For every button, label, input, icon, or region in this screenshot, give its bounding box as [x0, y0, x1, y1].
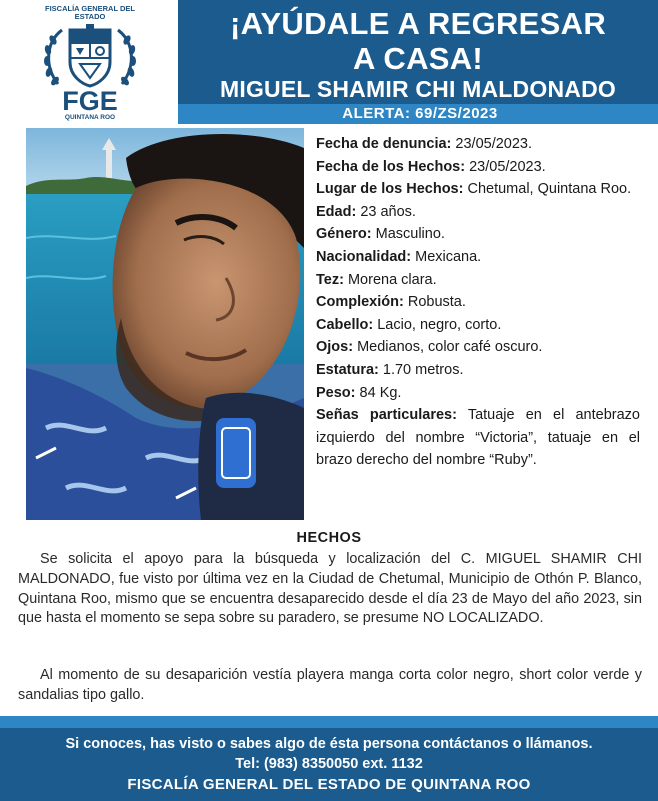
footer-institution: FISCALÍA GENERAL DEL ESTADO DE QUINTANA ROO — [127, 776, 531, 793]
detail-label: Cabello: — [316, 316, 374, 333]
detail-fecha-denuncia — [316, 133, 640, 156]
detail-label: Tez: — [316, 271, 344, 288]
detail-estatura — [316, 359, 640, 382]
detail-peso — [316, 382, 640, 405]
detail-label: Lugar de los Hechos: — [316, 181, 464, 198]
detail-nacionalidad — [316, 246, 640, 269]
details-panel — [316, 133, 640, 472]
logo-state: QUINTANA ROO — [64, 114, 116, 121]
detail-label: Fecha de denuncia: — [316, 136, 452, 152]
detail-value: Lacio, negro, corto. — [377, 316, 502, 333]
headline — [178, 6, 658, 76]
detail-complexion — [316, 291, 640, 314]
footer — [0, 728, 658, 801]
state-coat-of-arms-icon — [40, 22, 140, 92]
detail-ojos — [316, 336, 640, 359]
headline-line-2: A CASA! — [352, 41, 484, 76]
detail-label: Estatura: — [316, 361, 379, 378]
detail-edad — [316, 201, 640, 224]
detail-value: 23 años. — [360, 203, 416, 220]
detail-label: Complexión: — [316, 294, 404, 311]
headline-line-1: ¡AYÚDALE A REGRESAR — [229, 6, 607, 41]
detail-tez — [316, 269, 640, 292]
detail-label: Peso: — [316, 384, 356, 401]
detail-value: Medianos, color café oscuro. — [357, 339, 543, 356]
detail-cabello — [316, 314, 640, 337]
detail-value: 23/05/2023. — [469, 158, 546, 175]
hechos-paragraph-1: Se solicita el apoyo para la búsqueda y localización del C. MIGUEL SHAMIR CHI MALDONADO, fue visto por última vez en la Ciudad de Chetumal, Municipio de Othón P. Blanco, Quintana Roo, mismo que se encuentra desaparecido desde el día 23 de Mayo del año 2023, sin que hasta el momento se sepa sobre su paradero, se presume NO LOCALIZADO. — [18, 551, 642, 627]
missing-person-photo-icon — [26, 128, 304, 520]
logo-institution: FISCALÍA GENERAL DEL ESTADO — [44, 4, 135, 21]
detail-label: Señas particulares: — [316, 407, 457, 424]
logo — [0, 0, 178, 124]
hechos-paragraph-2: Al momento de su desaparición vestía playera manga corta color negro, short color verde y sandalias tipo gallo. — [18, 667, 642, 703]
detail-label: Nacionalidad: — [316, 248, 412, 265]
missing-person-name: MIGUEL SHAMIR CHI MALDONADO — [220, 76, 616, 102]
logo-acronym: FGE — [62, 86, 118, 116]
detail-label: Ojos: — [316, 339, 354, 356]
detail-value: 1.70 metros. — [382, 361, 464, 378]
detail-value: Robusta. — [407, 294, 466, 311]
detail-value: Morena clara. — [347, 271, 437, 288]
detail-value: Masculino. — [375, 226, 445, 243]
footer-phone: Tel: (983) 8350050 ext. 1132 — [235, 756, 423, 772]
detail-lugar — [316, 178, 640, 201]
detail-value: Mexicana. — [415, 248, 482, 265]
hechos-title: HECHOS — [296, 530, 362, 546]
alert-code: ALERTA: 69/ZS/2023 — [342, 105, 498, 122]
footer-accent-bar — [0, 716, 658, 728]
footer-contact-message: Si conoces, has visto o sabes algo de ésta persona contáctanos o llámanos. — [65, 736, 593, 752]
detail-value: 23/05/2023. — [455, 136, 533, 152]
detail-senas — [316, 404, 640, 472]
detail-genero — [316, 223, 640, 246]
detail-value: Tatuaje en el antebrazo izquierdo del nombre “Victoria”, tatuaje en el brazo derecho del nombre “Ruby”. — [316, 407, 640, 469]
detail-fecha-hechos — [316, 156, 640, 179]
detail-label: Género: — [316, 226, 372, 243]
detail-value: Chetumal, Quintana Roo. — [467, 181, 632, 198]
detail-label: Fecha de los Hechos: — [316, 158, 466, 175]
detail-value: 84 Kg. — [359, 384, 402, 401]
detail-label: Edad: — [316, 203, 357, 220]
